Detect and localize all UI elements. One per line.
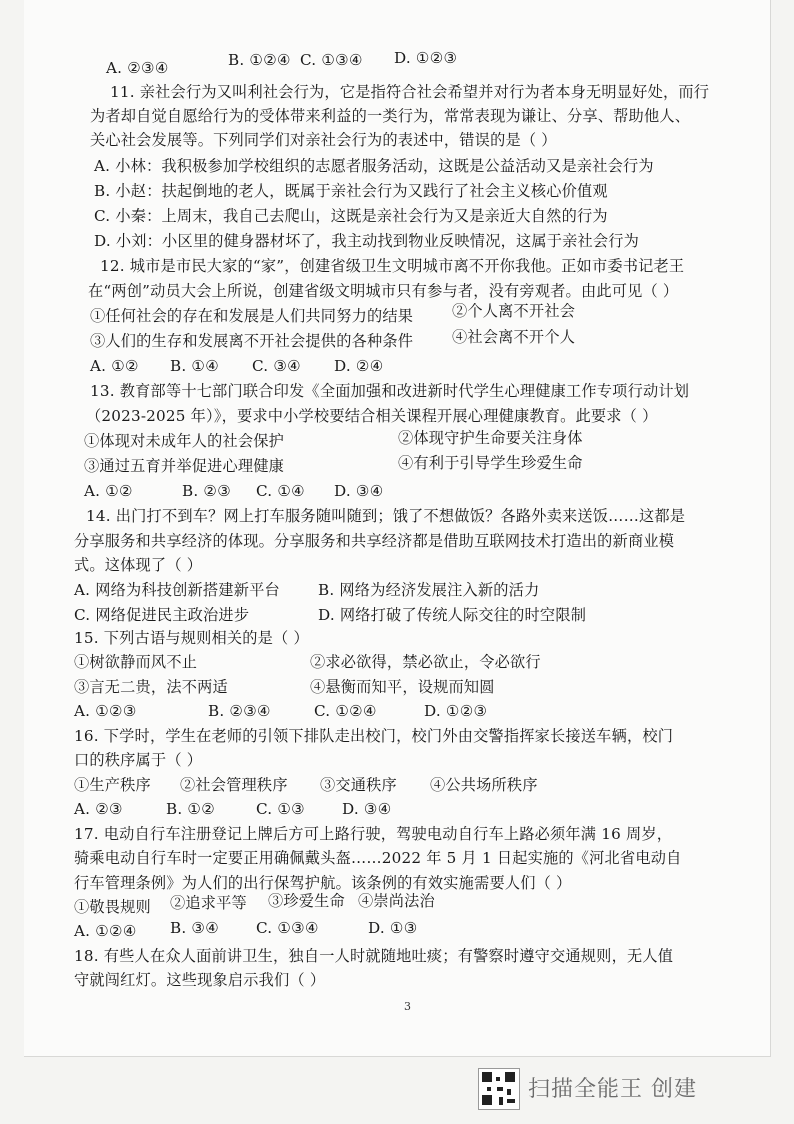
q10-option-b: B. ①②④ bbox=[228, 51, 291, 69]
q17-stem-line-2: 骑乘电动自行车时一定要正用确佩戴头盔……2022 年 5 月 1 日起实施的《河北省电动自 bbox=[74, 849, 682, 867]
q14-option-a: A. 网络为科技创新搭建新平台 bbox=[74, 581, 280, 599]
q15-option-a: A. ①②③ bbox=[74, 702, 137, 720]
q17-statement-1: ①敬畏规则 bbox=[74, 898, 151, 916]
q14-option-c: C. 网络促进民主政治进步 bbox=[74, 606, 250, 624]
q16-option-c: C. ①③ bbox=[256, 800, 305, 818]
q14-stem-line-2: 分享服务和共享经济的体现。分享服务和共享经济都是借助互联网技术打造出的新商业模 bbox=[74, 532, 675, 550]
q13-option-b: B. ②③ bbox=[182, 482, 232, 500]
q12-option-d: D. ②④ bbox=[334, 357, 384, 375]
q15-option-b: B. ②③④ bbox=[208, 702, 271, 720]
q16-stem-line-1: 16. 下学时，学生在老师的引领下排队走出校门，校门外由交警指挥家长接送车辆，校门 bbox=[74, 727, 674, 745]
q12-statement-2: ②个人离不开社会 bbox=[452, 302, 576, 320]
q15-statement-1: ①树欲静而风不止 bbox=[74, 653, 198, 671]
q13-statement-1: ①体现对未成年人的社会保护 bbox=[84, 432, 285, 450]
q13-stem-line-1: 13. 教育部等十七部门联合印发《全面加强和改进新时代学生心理健康工作专项行动计划 bbox=[90, 382, 690, 400]
q13-statement-2: ②体现守护生命要关注身体 bbox=[398, 429, 583, 447]
q17-option-c: C. ①③④ bbox=[256, 919, 319, 937]
q15-option-c: C. ①②④ bbox=[314, 702, 377, 720]
q12-option-a: A. ①② bbox=[90, 357, 139, 375]
page-number: 3 bbox=[404, 1000, 411, 1013]
q11-option-c: C. 小秦：上周末，我自己去爬山，这既是亲社会行为又是亲近大自然的行为 bbox=[94, 207, 608, 225]
q18-stem-line-2: 守就闯红灯。这些现象启示我们（ ） bbox=[74, 971, 326, 989]
q13-stem-line-2: （2023-2025 年）》，要求中小学校要结合相关课程开展心理健康教育。此要求（ ） bbox=[86, 407, 658, 425]
q12-stem-line-2: 在“两创”动员大会上所说，创建省级文明城市只有参与者，没有旁观者。由此可见（ ） bbox=[88, 282, 679, 300]
q13-statement-4: ④有利于引导学生珍爱生命 bbox=[398, 454, 583, 472]
qr-code-icon bbox=[478, 1068, 520, 1110]
q15-statement-4: ④悬衡而知平，设规而知圆 bbox=[310, 678, 495, 696]
q14-option-d: D. 网络打破了传统人际交往的时空限制 bbox=[318, 606, 587, 624]
q14-stem-line-1: 14. 出门打不到车？网上打车服务随叫随到；饿了不想做饭？各路外卖来送饭……这都是 bbox=[86, 507, 686, 525]
scanner-watermark bbox=[478, 1066, 768, 1110]
q11-stem-line-1: 11. 亲社会行为又叫利社会行为，它是指符合社会希望并对行为者本身无明显好处，而行 bbox=[110, 83, 710, 101]
q15-stem: 15. 下列古语与规则相关的是（ ） bbox=[74, 629, 309, 647]
q13-option-c: C. ①④ bbox=[256, 482, 305, 500]
q11-stem-line-2: 为者却自觉自愿给行为的受体带来利益的一类行为，常常表现为谦让、分享、帮助他人、 bbox=[90, 107, 691, 125]
q17-statement-3: ③珍爱生命 bbox=[268, 892, 345, 910]
q17-option-a: A. ①②④ bbox=[74, 922, 137, 940]
q17-statement-4: ④崇尚法治 bbox=[358, 892, 435, 910]
q11-option-a: A. 小林：我积极参加学校组织的志愿者服务活动，这既是公益活动又是亲社会行为 bbox=[94, 157, 654, 175]
q16-statement-1: ①生产秩序 bbox=[74, 776, 151, 794]
q11-option-d: D. 小刘：小区里的健身器材坏了，我主动找到物业反映情况，这属于亲社会行为 bbox=[94, 232, 640, 250]
q12-statement-1: ①任何社会的存在和发展是人们共同努力的结果 bbox=[90, 307, 414, 325]
q12-option-c: C. ③④ bbox=[252, 357, 301, 375]
q10-option-c: C. ①③④ bbox=[300, 51, 363, 69]
q11-stem-line-3: 关心社会发展等。下列同学们对亲社会行为的表述中，错误的是（ ） bbox=[90, 131, 557, 149]
q15-statement-2: ②求必欲得，禁必欲止，令必欲行 bbox=[310, 653, 541, 671]
q12-stem-line-1: 12. 城市是市民大家的“家”，创建省级卫生文明城市离不开你我他。正如市委书记老王 bbox=[100, 257, 685, 275]
q17-option-b: B. ③④ bbox=[170, 919, 220, 937]
q13-option-a: A. ①② bbox=[84, 482, 133, 500]
q17-stem-line-3: 行车管理条例》为人们的出行保驾护航。该条例的有效实施需要人们（ ） bbox=[74, 874, 572, 892]
q14-option-b: B. 网络为经济发展注入新的活力 bbox=[318, 581, 540, 599]
q16-option-d: D. ③④ bbox=[342, 800, 392, 818]
exam-page bbox=[24, 0, 771, 1057]
q13-option-d: D. ③④ bbox=[334, 482, 384, 500]
q16-statement-4: ④公共场所秩序 bbox=[430, 776, 538, 794]
q13-statement-3: ③通过五育并举促进心理健康 bbox=[84, 457, 285, 475]
q12-statement-3: ③人们的生存和发展离不开社会提供的各种条件 bbox=[90, 332, 414, 350]
q17-stem-line-1: 17. 电动自行车注册登记上牌后方可上路行驶，驾驶电动自行车上路必须年满 16 周岁， bbox=[74, 825, 673, 843]
q16-stem-line-2: 口的秩序属于（ ） bbox=[74, 751, 203, 769]
q16-option-a: A. ②③ bbox=[74, 800, 123, 818]
q10-option-a: A. ②③④ bbox=[106, 59, 169, 77]
q17-statement-2: ②追求平等 bbox=[170, 894, 247, 912]
q10-option-d: D. ①②③ bbox=[394, 49, 458, 67]
q11-option-b: B. 小赵：扶起倒地的老人，既属于亲社会行为又践行了社会主义核心价值观 bbox=[94, 182, 608, 200]
q16-statement-3: ③交通秩序 bbox=[320, 776, 397, 794]
q15-statement-3: ③言无二贵，法不两适 bbox=[74, 678, 228, 696]
q14-stem-line-3: 式。这体现了（ ） bbox=[74, 556, 203, 574]
q12-statement-4: ④社会离不开个人 bbox=[452, 328, 576, 346]
q16-statement-2: ②社会管理秩序 bbox=[180, 776, 288, 794]
q18-stem-line-1: 18. 有些人在众人面前讲卫生，独自一人时就随地吐痰；有警察时遵守交通规则，无人值 bbox=[74, 947, 674, 965]
q15-option-d: D. ①②③ bbox=[424, 702, 488, 720]
q17-option-d: D. ①③ bbox=[368, 919, 418, 937]
q12-option-b: B. ①④ bbox=[170, 357, 220, 375]
scanner-watermark-text: 扫描全能王 创建 bbox=[528, 1077, 697, 1102]
q16-option-b: B. ①② bbox=[166, 800, 216, 818]
